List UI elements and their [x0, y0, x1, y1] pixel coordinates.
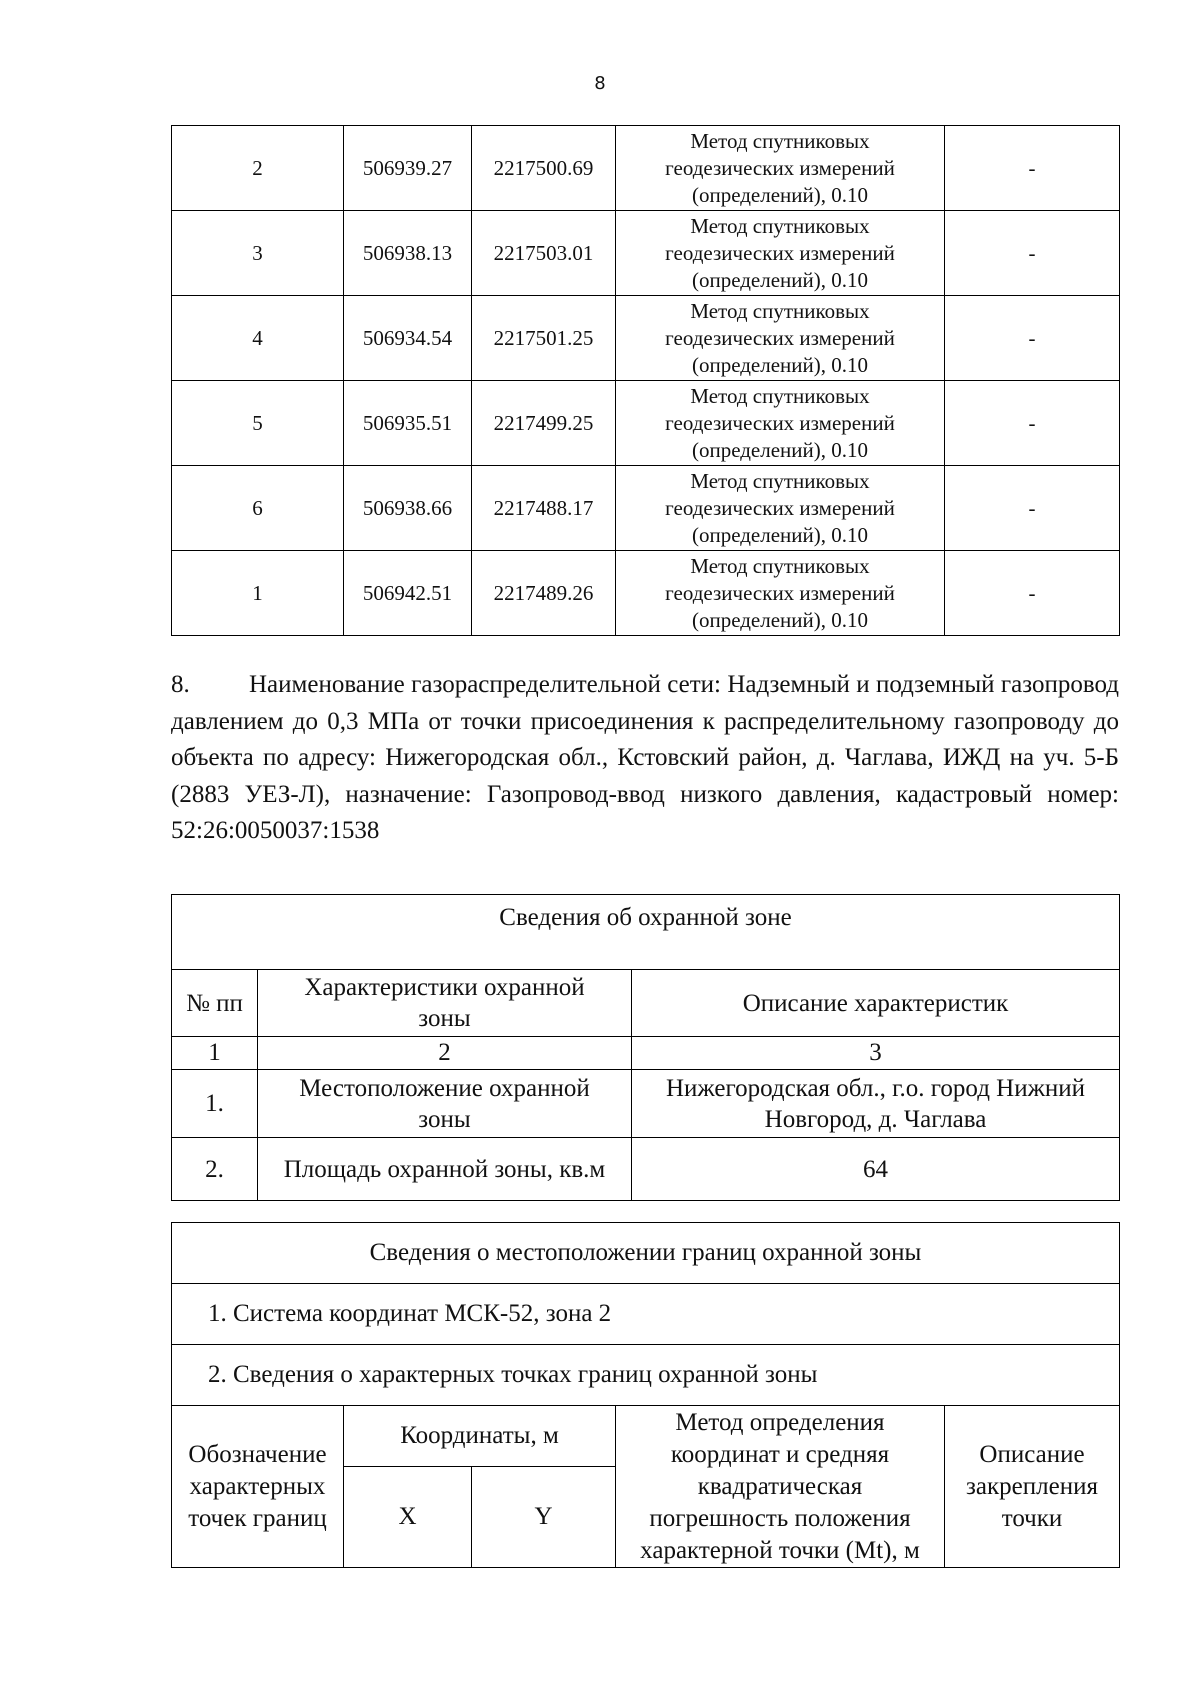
coord-y: 2217488.17	[472, 466, 616, 551]
method-line: геодезических измерений	[665, 410, 895, 435]
table-row	[172, 126, 1120, 211]
text-line: Новгород, д. Чаглава	[764, 1105, 987, 1133]
table-row	[172, 296, 1120, 381]
row-characteristic	[258, 1070, 632, 1138]
table-title: Сведения о местоположении границ охранной зоны	[172, 1223, 1120, 1284]
index-cell: 2	[258, 1037, 632, 1070]
coord-y: 2217503.01	[472, 211, 616, 296]
coord-x: 506935.51	[344, 381, 472, 466]
header-method	[616, 1406, 945, 1568]
table-row	[172, 1070, 1120, 1138]
table-row	[172, 211, 1120, 296]
header-number: № пп	[172, 970, 258, 1037]
row-number: 1.	[172, 1070, 258, 1138]
section-number: 8.	[171, 671, 190, 698]
index-cell: 1	[172, 1037, 258, 1070]
protection-zone-table	[171, 894, 1120, 1201]
page-number: 8	[594, 73, 606, 94]
header-line: координат и средняя	[670, 1440, 890, 1468]
point-number: 2	[172, 126, 344, 211]
header-line: зоны	[418, 1005, 471, 1032]
coord-x: 506942.51	[344, 551, 472, 636]
point-number: 3	[172, 211, 344, 296]
coord-x: 506938.13	[344, 211, 472, 296]
point-description: -	[945, 466, 1120, 551]
header-line: Описание	[979, 1440, 1085, 1468]
point-description: -	[945, 381, 1120, 466]
method-line: (определений), 0.10	[691, 437, 869, 462]
index-cell: 3	[632, 1037, 1120, 1070]
method-line: Метод спутниковых	[690, 298, 870, 323]
section-text: Наименование газораспределительной сети: Надземный и подземный газопровод давлением до 0,3 МПа от точки присоединения к распределительному газопроводу до объекта по адресу: Нижегородская обл., Кстовский район, д. Чаглава, ИЖД на уч. 5-Б (2883 УЕЗ-Л), назначение: Газопровод-ввод низкого давления, кадастровый номер: 52:26:0050037:1538	[171, 671, 1119, 844]
method-line: (определений), 0.10	[691, 522, 869, 547]
method-line: геодезических измерений	[665, 580, 895, 605]
table-title: Сведения об охранной зоне	[172, 895, 1120, 970]
table-row	[172, 1138, 1120, 1201]
header-line: точки	[1001, 1504, 1063, 1532]
header-line: квадратическая	[697, 1472, 863, 1500]
method-line: геодезических измерений	[665, 325, 895, 350]
table-row	[172, 551, 1120, 636]
method-cell	[616, 466, 945, 551]
point-description: -	[945, 551, 1120, 636]
method-line: Метод спутниковых	[690, 213, 870, 238]
method-cell	[616, 296, 945, 381]
coord-x: 506938.66	[344, 466, 472, 551]
header-line: Обозначение	[188, 1440, 327, 1468]
header-line: погрешность положения	[649, 1504, 911, 1532]
method-line: Метод спутниковых	[690, 383, 870, 408]
row-value: 64	[632, 1138, 1120, 1201]
boundary-location-table	[171, 1222, 1120, 1568]
method-line: (определений), 0.10	[691, 182, 869, 207]
header-line: характерной точки (Mt), м	[640, 1536, 920, 1564]
header-line: закрепления	[966, 1472, 1098, 1500]
row-characteristic: Площадь охранной зоны, кв.м	[258, 1138, 632, 1201]
index-row	[172, 1037, 1120, 1070]
text-line: зоны	[418, 1105, 471, 1133]
method-line: геодезических измерений	[665, 240, 895, 265]
coord-x: 506934.54	[344, 296, 472, 381]
coord-y: 2217500.69	[472, 126, 616, 211]
point-description: -	[945, 126, 1120, 211]
method-cell	[616, 381, 945, 466]
header-y: Y	[472, 1467, 616, 1568]
method-cell	[616, 211, 945, 296]
method-line: Метод спутниковых	[690, 468, 870, 493]
coord-y: 2217499.25	[472, 381, 616, 466]
header-characteristic	[258, 970, 632, 1037]
text-line: Местоположение охранной	[299, 1074, 590, 1102]
header-row	[172, 970, 1120, 1037]
header-line: Метод определения	[675, 1408, 885, 1436]
method-line: геодезических измерений	[665, 155, 895, 180]
coord-y: 2217501.25	[472, 296, 616, 381]
point-description: -	[945, 296, 1120, 381]
point-description: -	[945, 211, 1120, 296]
points-info-item: 2. Сведения о характерных точках границ охранной зоны	[172, 1345, 1120, 1406]
header-description	[945, 1406, 1120, 1568]
coord-y: 2217489.26	[472, 551, 616, 636]
method-line: геодезических измерений	[665, 495, 895, 520]
point-number: 5	[172, 381, 344, 466]
coordinates-table	[171, 125, 1120, 636]
row-value	[632, 1070, 1120, 1138]
point-number: 1	[172, 551, 344, 636]
point-number: 6	[172, 466, 344, 551]
header-row	[172, 1406, 1120, 1467]
point-number: 4	[172, 296, 344, 381]
method-line: (определений), 0.10	[691, 352, 869, 377]
header-line: точек границ	[188, 1504, 327, 1532]
method-line: Метод спутниковых	[690, 553, 870, 578]
header-x: X	[344, 1467, 472, 1568]
header-line: характерных	[189, 1472, 326, 1500]
section-paragraph	[171, 667, 1119, 850]
coord-x: 506939.27	[344, 126, 472, 211]
header-coordinates: Координаты, м	[344, 1406, 616, 1467]
method-cell	[616, 551, 945, 636]
header-designation	[172, 1406, 344, 1568]
method-line: Метод спутниковых	[690, 128, 870, 153]
coordinate-system-item: 1. Система координат МСК-52, зона 2	[172, 1284, 1120, 1345]
row-number: 2.	[172, 1138, 258, 1201]
header-description: Описание характеристик	[632, 970, 1120, 1037]
method-cell	[616, 126, 945, 211]
table-row	[172, 466, 1120, 551]
header-line: Характеристики охранной	[304, 974, 585, 1001]
text-line: Нижегородская обл., г.о. город Нижний	[665, 1074, 1086, 1102]
method-line: (определений), 0.10	[691, 607, 869, 632]
table-row	[172, 381, 1120, 466]
method-line: (определений), 0.10	[691, 267, 869, 292]
